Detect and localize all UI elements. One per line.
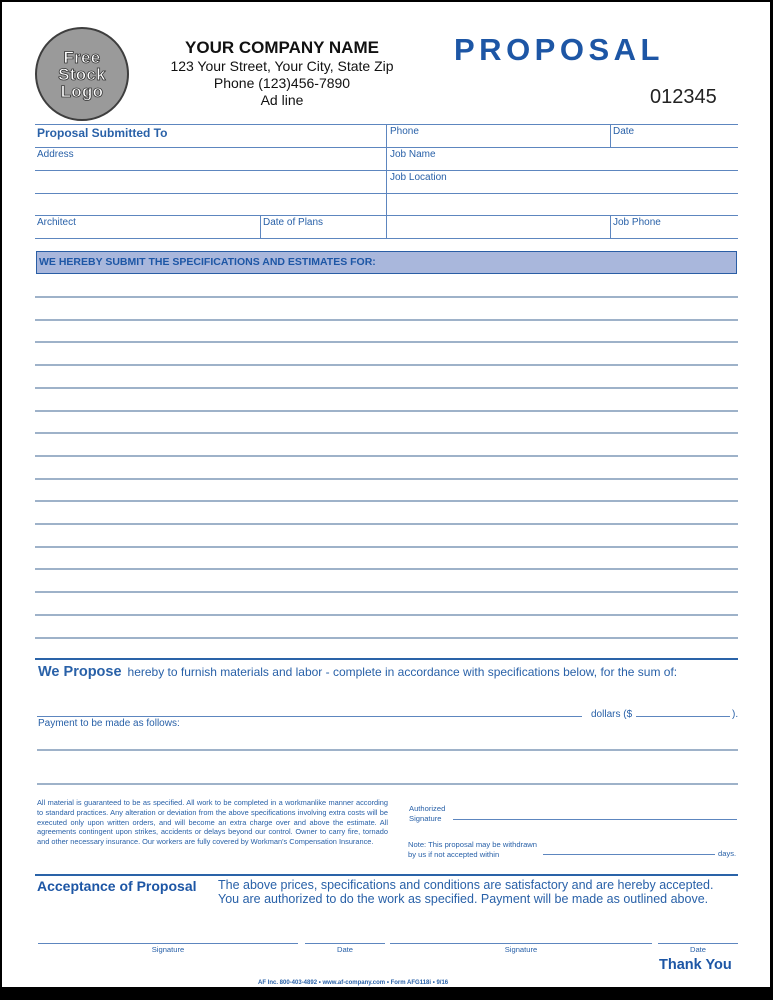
company-info <box>152 38 412 109</box>
company-name: YOUR COMPANY NAME <box>185 38 379 57</box>
customer-signature-line-1[interactable] <box>38 943 298 944</box>
spec-line[interactable] <box>35 410 738 412</box>
field-architect[interactable]: Architect <box>37 217 76 228</box>
spec-line[interactable] <box>35 591 738 593</box>
company-address: 123 Your Street, Your City, State Zip <box>170 58 394 74</box>
spec-line[interactable] <box>35 478 738 480</box>
date-line-2[interactable] <box>658 943 738 944</box>
field-job-location[interactable]: Job Location <box>390 172 447 183</box>
propose-divider <box>35 658 738 660</box>
company-logo <box>35 27 129 121</box>
authorized-label-line-1: Authorized <box>409 804 446 813</box>
company-ad-line: Ad line <box>260 92 304 108</box>
acceptance-line-2: You are authorized to do the work as specified. Payment will be made as outlined above. <box>218 892 709 906</box>
acceptance-text <box>218 878 713 906</box>
we-propose-heading: We Propose <box>38 664 122 680</box>
withdrawal-note <box>408 840 537 859</box>
dollars-close: ). <box>732 709 739 720</box>
specifications-heading: WE HEREBY SUBMIT THE SPECIFICATIONS AND ESTIMATES FOR: <box>36 251 737 274</box>
field-proposal-submitted-to[interactable]: Proposal Submitted To <box>37 126 168 140</box>
days-line[interactable] <box>543 854 715 855</box>
payment-line-1[interactable] <box>37 749 738 751</box>
field-job-phone[interactable]: Job Phone <box>613 217 661 228</box>
we-propose-text: hereby to furnish materials and labor - complete in accordance with specifications below, for the sum of: <box>127 665 678 679</box>
spec-line[interactable] <box>35 364 738 366</box>
note-line-1: Note: This proposal may be withdrawn <box>408 840 538 849</box>
logo-line-1: Free <box>63 47 101 67</box>
proposal-form-page <box>2 2 770 987</box>
dollar-amount-line[interactable] <box>636 716 730 717</box>
field-date-of-plans[interactable]: Date of Plans <box>263 217 324 228</box>
payment-line-2[interactable] <box>37 783 738 785</box>
form-footer: AF Inc. 800-403-4892 • www.af-company.com • Form AFG118i • 9/16 <box>258 980 449 986</box>
spec-line[interactable] <box>35 387 738 389</box>
acceptance-line-1: The above prices, specifications and conditions are satisfactory and are hereby accepted. <box>218 878 714 892</box>
dollars-label <box>591 709 632 720</box>
company-phone: Phone (123)456-7890 <box>213 75 351 91</box>
spec-line[interactable] <box>35 637 738 639</box>
grid-divider-center <box>386 124 387 239</box>
field-job-name[interactable]: Job Name <box>390 149 436 160</box>
grid-divider-job-phone <box>610 215 611 239</box>
field-date[interactable]: Date <box>613 126 635 137</box>
date-line-1[interactable] <box>305 943 385 944</box>
spec-line[interactable] <box>35 546 738 548</box>
logo-line-2: Stock <box>58 64 106 84</box>
date-label-1: Date <box>336 945 354 954</box>
signature-label-2: Signature <box>504 945 538 954</box>
spec-line[interactable] <box>35 341 738 343</box>
customer-signature-line-2[interactable] <box>390 943 652 944</box>
terms-text: All material is guaranteed to be as specified. All work to be completed in a workmanlike manner according to standard practices. Any alteration or deviation from the above specifications involving extra costs will be executed only upon written orders, and will become an extra charge over and above the estimate. All agreements contingent upon strikes, accidents or delays beyond our control. Owner to carry fire, tornado and other necessary insurance. Our workers are fully covered by Workman's Compensation Insurance. <box>37 798 388 847</box>
payment-label: Payment to be made as follows: <box>38 718 180 729</box>
spec-line[interactable] <box>35 319 738 321</box>
days-label: days. <box>718 849 737 858</box>
we-propose-section <box>38 663 677 681</box>
sum-in-words-line[interactable] <box>37 716 582 717</box>
spec-line[interactable] <box>35 614 738 616</box>
spec-line[interactable] <box>35 296 738 298</box>
signature-label-1: Signature <box>151 945 185 954</box>
document-title: PROPOSAL <box>454 32 664 67</box>
spec-line[interactable] <box>35 500 738 502</box>
field-phone[interactable]: Phone <box>390 126 419 137</box>
acceptance-divider <box>35 874 738 876</box>
authorized-signature-label <box>409 804 445 823</box>
logo-line-3: Logo <box>60 81 104 101</box>
acceptance-heading: Acceptance of Proposal <box>37 878 197 894</box>
thank-you: Thank You <box>659 957 732 973</box>
authorized-label-line-2: Signature <box>409 813 442 823</box>
spec-line[interactable] <box>35 568 738 570</box>
dollars-text: dollars ($ <box>591 709 633 720</box>
spec-line[interactable] <box>35 523 738 525</box>
field-address[interactable]: Address <box>37 149 74 160</box>
note-line-2: by us if not accepted within <box>408 849 500 859</box>
proposal-number: 012345 <box>650 86 717 108</box>
spec-line[interactable] <box>35 432 738 434</box>
spec-line[interactable] <box>35 455 738 457</box>
grid-divider-phone-date <box>610 124 611 148</box>
date-label-2: Date <box>689 945 707 954</box>
authorized-signature-line[interactable] <box>453 819 737 820</box>
grid-divider-architect-plans <box>260 215 261 239</box>
